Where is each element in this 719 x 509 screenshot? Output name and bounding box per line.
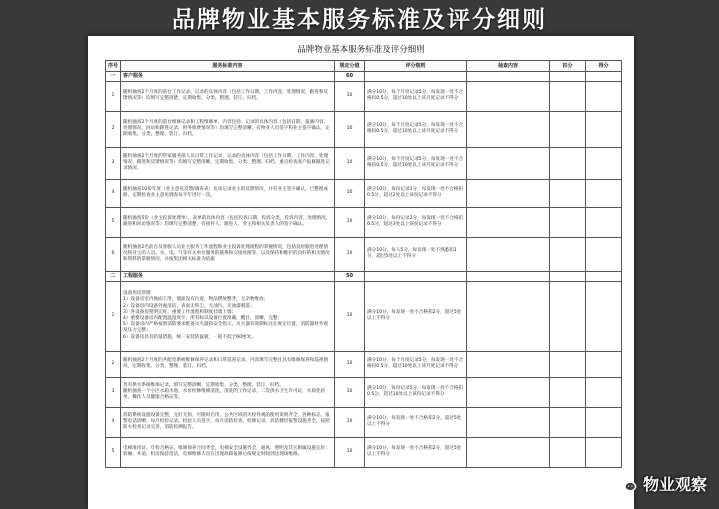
row-check-cell [467, 111, 550, 147]
row-deduct-cell [550, 207, 586, 237]
row-rule: 满分10分，每个月度记录5分，每发现一处不合格扣0.5分，超过10处以上该月度记录不得分 [365, 81, 467, 111]
watermark [617, 472, 707, 495]
header-content: 服务标准内容 [121, 61, 335, 72]
row-result-cell [586, 81, 622, 111]
row-rule: 满分10分，每发现一处不合格扣2分，超过5处以上不得分 [365, 437, 467, 467]
row-num: 6 [106, 237, 121, 271]
row-result-cell [586, 237, 622, 271]
row-check-cell [467, 437, 550, 467]
row-score: 10 [335, 179, 365, 207]
row-num: 3 [106, 377, 121, 407]
row-deduct-cell [550, 437, 586, 467]
row-content: 随机抽查2个月度的管家服务部人员日常工作记录，记录的具体内容（包括工作日期，工作内容，处理情况，跟进和反馈情况等）均填写完整清晰，定期收集、分类、整理、归档，重点检查客户报修跟进记录情况。 [121, 147, 335, 179]
row-check-cell [467, 179, 550, 207]
table-row [106, 351, 622, 377]
banner-title: 品牌物业基本服务标准及评分细则 [172, 6, 547, 33]
row-score: 10 [335, 111, 365, 147]
header-row [106, 61, 622, 72]
header-result: 得分 [586, 61, 622, 72]
row-check-cell [467, 147, 550, 179]
row-deduct-cell [550, 351, 586, 377]
row-result-cell [586, 437, 622, 467]
header-check: 抽查内容 [467, 61, 550, 72]
row-score: 10 [335, 437, 365, 467]
row-score: 10 [335, 407, 365, 437]
row-deduct-cell [550, 179, 586, 207]
row-check-cell [467, 207, 550, 237]
row-result-cell [586, 407, 622, 437]
header-deduct: 扣分 [550, 61, 586, 72]
row-result-cell [586, 281, 622, 351]
table-row [106, 437, 622, 467]
row-rule: 满分10分，每份记录5分，每发现一处不合格扣0.5分，超过10处以上该份记录不得分 [365, 377, 467, 407]
row-score: 10 [335, 147, 365, 179]
row-num: 2 [106, 111, 121, 147]
row-rule: 满分10分，每个月度记录5分，每发现一处不合格扣0.5分，超过10处以上该月度记录不得分 [365, 111, 467, 147]
row-content: 电梯准用证、年检合格证、维修保养合同齐全，电梯安全设施齐全，通风、照明及其它附属设施完好；轿厢、井道、机房保持清洁，电梯维修人员在出现故障报修后按规定时间到达现场维修。 [121, 437, 335, 467]
row-check-cell [467, 281, 550, 351]
row-num: 3 [106, 147, 121, 179]
section-row [106, 271, 622, 281]
row-deduct-cell [550, 237, 586, 271]
row-content: 随机抽查2个月度的前台维修记录和工程维修单，内容包括：记录的具体内容（包括日期，报修内容，处理情况，回访和跟进记录，财务收费情况等）均填写完整清晰，有物业人员签字和业主签字确认，定期收集、分类、整理、装订、归档。 [121, 111, 335, 147]
row-num: 1 [106, 81, 121, 111]
row-content: 随机抽查2个月度的前台工作记录，记录的具体内容（包括工作日期，工作内容，处理情况，跟进和反馈情况等）均填写完整清楚，定期收集、分类、整理、装订、归档。 [121, 81, 335, 111]
row-content: 具有供水系统维保记录，填写完整清晰，定期收集、分类、整理、装订、归档。 随机抽查一个小区水箱水池、水泵检修维修清洗，清洗的工作记录，二次供水卫生许可证，水质化验单，操作人员健康合格证等。 [121, 377, 335, 407]
row-deduct-cell [550, 281, 586, 351]
row-score: 10 [335, 281, 365, 351]
row-content: 随机抽查10份年度（业主意见反馈/调查表）访谈记录业主的反馈情况，并有业主签字确认，已整理成册，定期检查业主意见调查每半年进行一次。 [121, 179, 335, 207]
row-score: 10 [335, 377, 365, 407]
row-score: 10 [335, 81, 365, 111]
row-content: 设备用房管理 1）设备房室内地面干净，墙面没有污迹，物品摆放整齐，无杂物堆放； 2）设备房内设备外观清洁，表面无积尘、无油污、无油漆脱落； 3）各设备房照明完好，重要工作流程和制度挂墙上墙； 4）重要设备房内配置温湿度计，所有标识设备位置准确，醒目，清晰，完整； 5）设备房内严格按照消防要求配备灭火器和安全指示，灭火器有效期标注在规定位置，消防器材外观及压力完整； 6）设备房具有防鼠措施，统一安装防鼠板，一般不低于60厘米。 [121, 281, 335, 351]
section-name: 客户服务 [121, 72, 335, 82]
header-score: 规定分值 [335, 61, 365, 72]
table-row [106, 81, 622, 111]
row-result-cell [586, 147, 622, 179]
row-check-cell [467, 407, 550, 437]
row-score: 10 [335, 237, 365, 271]
row-num: 5 [106, 207, 121, 237]
row-rule: 满分10分，每人5分，每发现一处不熟悉扣1分，超过5处以上不得分 [365, 237, 467, 271]
row-result-cell [586, 351, 622, 377]
row-rule: 满分10分，每发现一处不合格扣2分，超过5处以上不得分 [365, 281, 467, 351]
header-num: 序号 [106, 61, 121, 72]
section-num: 二 [106, 271, 121, 281]
watermark-text: 物业观察 [642, 475, 707, 494]
row-rule: 满分10分，每发现一处不合格扣2分，超过5处以上不得分 [365, 407, 467, 437]
table-row [106, 237, 622, 271]
standards-table [105, 60, 622, 468]
row-score: 10 [335, 351, 365, 377]
row-rule: 满分10分，每个月度记录5分，每发现一处不合格扣0.5分，超过10处以上该月度记录不得分 [365, 351, 467, 377]
row-num: 2 [106, 351, 121, 377]
document-sheet [88, 36, 634, 509]
row-check-cell [467, 81, 550, 111]
row-score: 10 [335, 207, 365, 237]
row-check-cell [467, 351, 550, 377]
section-num: 一 [106, 72, 121, 82]
document-title: 品牌物业基本服务标准及评分细则 [297, 45, 425, 55]
row-num: 5 [106, 437, 121, 467]
row-result-cell [586, 377, 622, 407]
table-row [106, 377, 622, 407]
table-row [106, 179, 622, 207]
row-deduct-cell [550, 81, 586, 111]
row-deduct-cell [550, 147, 586, 179]
row-deduct-cell [550, 407, 586, 437]
table-row [106, 111, 622, 147]
row-result-cell [586, 111, 622, 147]
section-score: 50 [335, 271, 365, 281]
row-check-cell [467, 377, 550, 407]
section-score: 60 [335, 72, 365, 82]
row-num: 4 [106, 407, 121, 437]
row-rule: 满分10分，每份记录2分，每发现一处不合格扣0.5分，超过3处以上该份记录不得分 [365, 207, 467, 237]
row-content: 随机抽查2名前台及客服人员业主服务工作流程和业主投诉处理流程的掌握情况，包括及时跟进处理情况和业主的人员、水、电、气等有关单位服务的联系和交接处理等，以及保持和维护的良好的相关情况和资料的掌握情况，并按集团相关标准为依据 [121, 237, 335, 271]
table-row [106, 147, 622, 179]
section-name: 工程服务 [121, 271, 335, 281]
row-num: 4 [106, 179, 121, 207]
table-row [106, 281, 622, 351]
wechat-icon [617, 475, 637, 493]
row-check-cell [467, 237, 550, 271]
row-result-cell [586, 179, 622, 207]
section-row [106, 72, 622, 82]
row-content: 随机抽查5份（业主投诉处理单），表单的具体内容（包括投诉日期，投诉分类，投诉内容，处理情况，跟进和回访情况等）均填写完整清楚，有接件人、跟进人、业主和相关负责人的签字确认。 [121, 207, 335, 237]
row-result-cell [586, 207, 622, 237]
row-deduct-cell [550, 377, 586, 407]
row-deduct-cell [550, 111, 586, 147]
row-content: 消防系统设施设备完整，完好无损，可随时启用，公共区域消火栓外观的使用说明齐全，各种标志，报警电话清晰，每月检验记录，检验人员签字，每月消防检查、检修记录，消防楼层报警设施齐全，按照防火检查记录完善，消防检测报告。 [121, 407, 335, 437]
table-row [106, 407, 622, 437]
row-rule: 满分10分，每份记录1分，每发现一处不合格扣0.5分，超过2处以上该份记录不得分 [365, 179, 467, 207]
table-row [106, 207, 622, 237]
row-rule: 满分10分，每个月度记录5分，每发现一处不合格扣0.5分，超过10处以上该月度记录不得分 [365, 147, 467, 179]
row-content: 随机抽查2个月度的共配电系统维修保养记录和日常巡查记录，内容填写完整且具有维修保养和巡视情况，定期收集、分类、整理、装订、归档。 [121, 351, 335, 377]
header-rule: 评分细则 [365, 61, 467, 72]
row-num: 1 [106, 281, 121, 351]
